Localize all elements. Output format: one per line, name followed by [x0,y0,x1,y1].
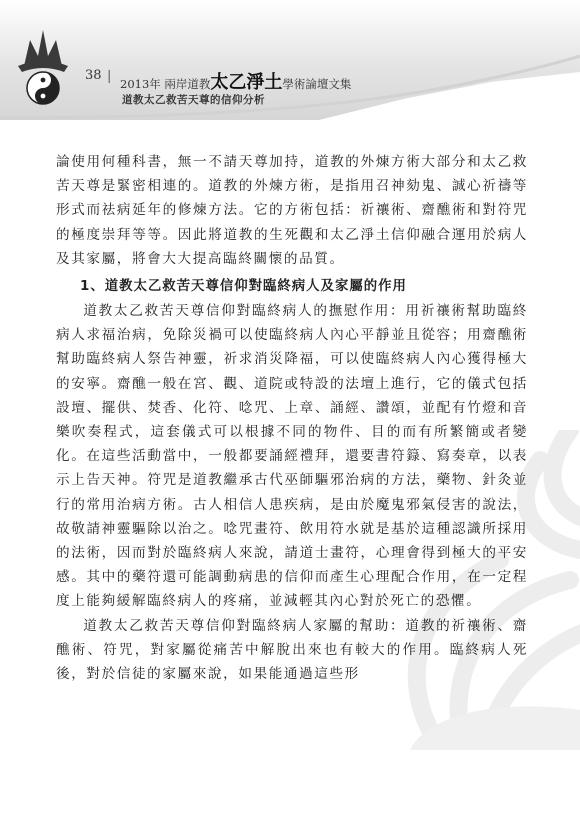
running-header-series [120,68,351,94]
page-number: 38 [85,68,102,83]
article-body [56,150,528,686]
header-divider: | [107,69,112,84]
series-brand: 太乙淨土 [210,72,283,93]
taoist-yin-yang-logo [14,26,72,114]
body-paragraph-continued: 論使用何種科書，無一不請天尊加持，道教的外煉方術大部分和太乙救苦天尊是緊密相連的。道教的外煉方術，是指用召神劾鬼、誠心祈禱等形式而祛病延年的修煉方法。它的方術包括：祈禳術、齋醮術和對符咒的極度崇拜等等。因此將道教的生死觀和太乙淨土信仰融合運用於病人及其家屬，將會大大提高臨終關懷的品質。 [56,154,528,267]
series-prefix: 2013年 兩岸道教 [120,77,211,91]
body-paragraph-family: 道教太乙救苦天尊信仰對臨終病人家屬的幫助：道教的祈禳術、齋醮術、符咒，對家屬從痛苦中解脫出來也有較大的作用。臨終病人死後，對於信徒的家屬來說，如果能通過這些形 [56,617,528,683]
running-header-article-title: 道教太乙救苦天尊的信仰分析 [122,94,265,106]
body-paragraph-comfort: 道教太乙救苦天尊信仰對臨終病人的撫慰作用：用祈禳術幫助臨終病人求福治病，免除災禍可以使臨終病人內心平靜並且從容；用齋醮術幫助臨終病人祭告神靈，祈求消災降福，可以使臨終病人內心獲得極大的安寧。齋醮一般在宮、觀、道院或特設的法壇上進行，它的儀式包括設壇、擺供、焚香、化符、唸咒、上章、誦經、讚頌，並配有竹燈和音樂吹奏程式，這套儀式可以根據不同的物件、目的而有所繁簡或者變化。在這些活動當中，一般都要誦經禮拜，還要書符籙、寫奏章，以表示上告天神。符咒是道教繼承古代巫師驅邪治病的方法，藥物、針灸並行的常用治病方術。古人相信人患疾病，是由於魔鬼邪氣侵害的說法，故敬請神靈驅除以治之。唸咒畫符、飲用符水就是基於這種認識所採用的法術，因而對於臨終病人來說，請道士畫符，心理會得到極大的平安感。其中的藥符還可能調動病患的信仰而產生心理配合作用，在一定程度上能夠緩解臨終病人的疼痛，並減輕其內心對於死亡的恐懼。 [56,303,528,610]
series-suffix: 學術論壇文集 [282,77,352,91]
section-subheading: 1、道教太乙救苦天尊信仰對臨終病人及家屬的作用 [80,279,407,295]
